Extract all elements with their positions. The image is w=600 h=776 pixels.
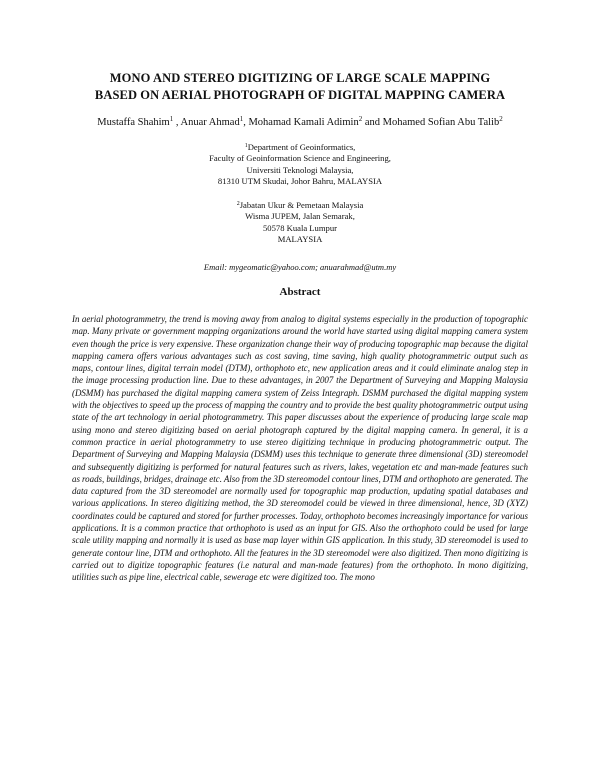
- affiliation-line: $^2$Jabatan Ukur & Pemetaan Malaysia: [236, 200, 364, 210]
- author-affiliation-mark: 2: [499, 115, 503, 123]
- contact-email: Email: mygeomatic@yahoo.com; anuarahmad@utm.my: [203, 262, 397, 272]
- author-name: Anuar Ahmad: [180, 117, 240, 128]
- author-affiliation-mark: 1: [169, 115, 174, 123]
- affiliation-line: Faculty of Geoinformation Science and Engineering,: [209, 153, 391, 164]
- affiliation-line: MALAYSIA: [277, 233, 323, 244]
- author-list: [40, 116, 560, 130]
- affiliation-mark: 2: [236, 201, 240, 207]
- affiliation-line: Wisma JUPEM, Jalan Semarak,: [245, 211, 355, 222]
- author-separator: ,: [243, 117, 249, 128]
- abstract-text: In aerial photogrammetry, the trend is moving away from analog to digital systems especially in the production of topographic map. Many private or government mapping organizations around the world have started using digital mapping camera system even though the price is very expensive. These organization change their way of producing topographic map because the digital mapping camera offers various advantages such as cost saving, time saving, high quality photogrammetric output such as maps, contour lines, digital terrain model (DTM), orthophoto etc, new application areas and it could eliminate analog step in the image processing production line. Due to these advantages, in 2007 the Department of Surveying and Mapping Malaysia (DSMM) has purchased the digital mapping camera system of Zeiss Integraph. DSMM purchased the digital mapping system with the objectives to speed up the process of mapping the country and to provide the best quality photogrammetric output using state of the art technology in aerial photogrammetry. This paper discusses about the experience of producing large scale map using mono and stereo digitizing based on aerial photograph captured by the digital mapping camera. In general, it is a common practice in aerial photogrammetry to use stereo digitizing technique in producing photogrammetric output. The Department of Surveying and Mapping Malaysia (DSMM) uses this technique to generate three dimensional (3D) stereomodel and subsequently digitizing is performed for natural features such as rivers, lakes, vegetation etc and man-made features such as roads, buildings, bridges, drainage etc. Also from the 3D stereomodel contour lines, DTM and orthophoto are generated. The data captured from the 3D stereomodel are normally used for topographic map production, updating spatial databases and various applications. In stereo digitizing method, the 3D stereomodel could be viewed in three dimensional, hence, 3D (XYZ) coordinates could be captured and stored for further processes. Today, orthophoto becomes increasingly importance for various applications. It is a common practice that orthophoto is used as an input for GIS. Also the orthophoto could be used for large scale utility mapping and normally it is used as base map layer within GIS application. In this study, 3D stereomodel is used to generate contour line, DTM and orthophoto. All the features in the 3D stereomodel were also digitized. Then mono digitizing is carried out to digitize topographic features (i.e natural and man-made features) from the orthophoto. In mono digitizing, utilities such as pipe line, electrical cable, sewerage etc were digitized too. The mono: [72, 314, 528, 583]
- author-separator: ,: [173, 117, 181, 128]
- paper-title-line-1: MONO AND STEREO DIGITIZING OF LARGE SCALE MAPPING: [109, 71, 491, 85]
- affiliation-line: 81310 UTM Skudai, Johor Bahru, MALAYSIA: [217, 175, 383, 186]
- author-separator: and: [362, 117, 383, 128]
- affiliation-line: Universiti Teknologi Malaysia,: [246, 164, 354, 175]
- affiliation-line: 50578 Kuala Lumpur: [263, 222, 337, 233]
- affiliation-block-2: [60, 200, 540, 245]
- author-affiliation-mark: 2: [358, 115, 363, 123]
- author-name: Mustaffa Shahim: [97, 117, 170, 128]
- author-name: Mohamed Sofian Abu Talib: [382, 117, 500, 128]
- author-name: Mohamad Kamali Adimin: [248, 117, 359, 128]
- author-affiliation-mark: 1: [239, 115, 244, 123]
- paper-title-line-2: BASED ON AERIAL PHOTOGRAPH OF DIGITAL MAPPING CAMERA: [94, 88, 506, 102]
- abstract-heading: Abstract: [279, 286, 321, 298]
- affiliation-block-1: [60, 142, 540, 187]
- affiliation-mark: 1: [244, 143, 248, 149]
- affiliation-line: $^1$Department of Geoinformatics,: [244, 142, 356, 152]
